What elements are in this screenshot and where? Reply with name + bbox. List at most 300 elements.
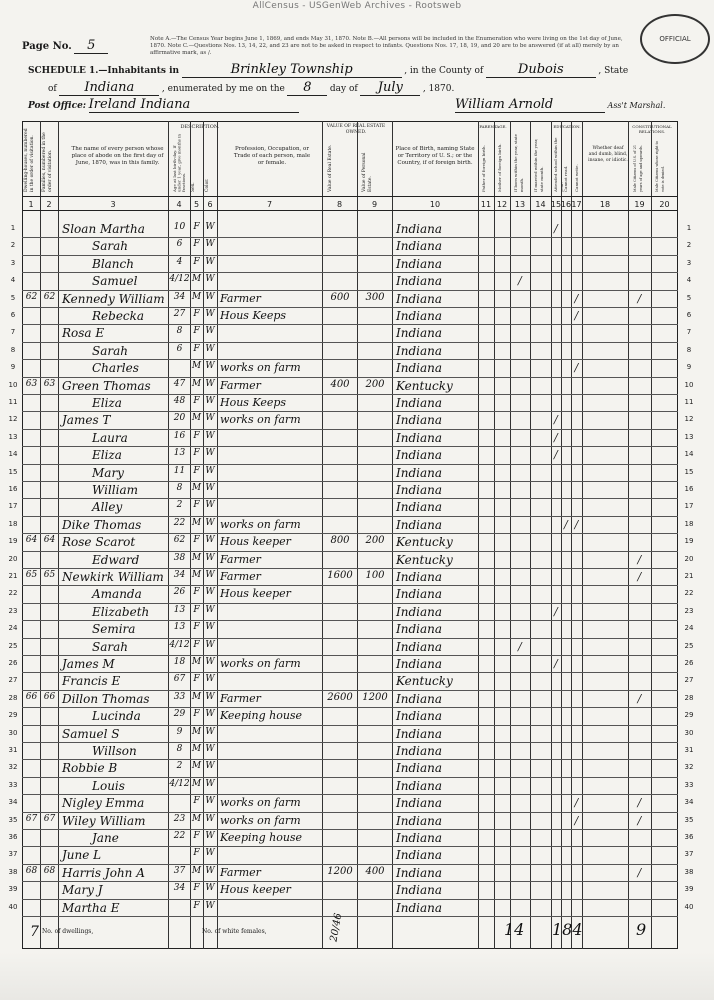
enumerated-label: , enumerated by me on the [161,84,285,94]
column-number: 12 [496,200,508,209]
cell-sex: F [193,639,200,650]
cell-color: W [205,309,215,319]
cell-occupation: Farmer [220,865,261,879]
cell-birthplace: Indiana [396,761,443,776]
row-number-left: 37 [8,850,18,859]
tally-mark: / [574,309,579,322]
header-male-citizens: Male Citizens of U.S. of 21 years of age and upwards. [633,144,643,192]
cell-birthplace: Indiana [396,500,443,515]
row-number-left: 11 [8,398,18,406]
table-footer [22,912,678,948]
row-divider [22,620,678,621]
header-married-month: If married within the year, state month. [533,138,544,192]
header-cannot-write: Cannot write. [574,164,579,192]
cell-name: Rebecka [92,309,145,323]
cell-sex: M [191,361,202,372]
column-number: 7 [266,200,273,209]
cell-age: 8 [176,483,183,493]
cell-sex: F [193,309,200,319]
row-number-left: 25 [8,641,18,650]
row-number-left: 8 [10,345,16,354]
row-number-left: 16 [8,485,18,493]
row-number-left: 28 [8,693,18,702]
cell-birthplace: Kentucky [396,378,453,393]
row-number-right: 35 [684,815,694,824]
cell-birthplace: Indiana [396,883,443,898]
cell-sex: M [191,744,202,754]
cell-name: Wiley William [62,813,146,828]
row-number-left: 34 [8,798,18,807]
cell-dwelling: 68 [25,865,38,876]
cell-family: 64 [43,535,56,546]
row-number-right: 13 [684,432,694,441]
cell-occupation: works on farm [220,361,301,375]
cell-birthplace: Indiana [396,604,443,619]
column-number: 1 [28,200,34,209]
cell-name: Nigley Emma [62,796,145,811]
row-divider [22,655,678,656]
column-divider [478,121,479,949]
cell-birthplace: Indiana [396,848,443,863]
header-color: Color. [205,178,210,192]
cell-color: W [205,761,215,772]
row-number-right: 38 [684,867,694,876]
cell-color: W [205,256,215,267]
cell-age: 33 [173,691,186,702]
cell-name: Martha E [62,900,120,915]
cell-birthplace: Indiana [396,865,443,880]
row-number-right: 19 [684,537,694,546]
cell-age: 2 [176,500,183,511]
cell-color: W [205,343,215,354]
row-number-left: 7 [10,328,16,337]
cell-sex: M [191,483,202,493]
tally-mark: / [564,517,568,531]
cell-sex: F [193,465,200,476]
cell-sex: F [193,900,200,911]
tally-mark: / [518,274,522,288]
cell-name: Eliza [92,396,122,410]
row-divider [22,342,678,343]
row-number-left: 31 [8,746,18,754]
cell-birthplace: Indiana [396,448,443,463]
column-divider [392,121,393,949]
header-age: Age at last birth-day. If under 1 year, give months in fractions. [172,134,186,192]
cell-dwelling: 62 [25,291,38,302]
row-divider [22,603,678,604]
scan-margin [0,952,714,1000]
cell-birthplace: Kentucky [396,674,453,689]
cell-name: William [92,483,139,497]
row-divider [22,777,678,778]
row-number-right: 36 [684,833,694,841]
month-value: July [360,80,420,96]
row-divider [22,255,678,256]
row-number-right: 23 [684,606,694,615]
row-number-left: 9 [10,363,16,372]
tally-mark: / [637,691,642,705]
cell-sex: M [191,726,202,737]
row-number-right: 24 [684,624,694,633]
row-number-right: 14 [684,450,694,459]
column-number: 18 [599,200,611,209]
cell-birthplace: Indiana [396,570,443,584]
cell-color: W [205,865,215,876]
cell-age: 20 [173,413,186,424]
header-school: Attended school within the year. [553,137,564,192]
cell-age: 13 [173,604,186,615]
row-divider [22,394,678,395]
cell-occupation: Hous Keeps [220,309,287,322]
header-parentage: PARENTAGE. [479,124,507,129]
footer-tally-b: 184 [552,920,583,939]
cell-real-estate: 400 [330,378,350,390]
post-office-label: Post Office: [28,101,87,111]
cell-color: W [205,413,215,424]
cell-occupation: works on farm [220,813,301,827]
row-number-right: 20 [684,554,694,563]
cell-dwelling: 67 [25,813,38,824]
row-number-right: 28 [684,693,694,702]
header-deaf-blind: Whether deaf and dumb, blind, insane, or idiotic. [588,146,628,163]
cell-occupation: Farmer [220,378,261,392]
tally-mark: / [574,517,579,531]
cell-sex: M [191,570,202,580]
cell-family: 62 [43,291,56,302]
cell-name: Kennedy William [62,291,165,306]
cell-family: 68 [43,865,56,876]
row-number-right: 22 [684,589,694,598]
cell-name: Eliza [92,448,122,463]
page-number: 5 [74,38,108,54]
cell-dwelling: 65 [25,570,38,580]
row-divider [22,690,678,691]
cell-personal-estate: 300 [365,291,385,303]
column-divider [494,121,495,949]
cell-birthplace: Indiana [396,256,443,271]
cell-occupation: Farmer [220,691,261,705]
cell-age: 11 [173,465,186,476]
tally-mark: / [554,413,558,427]
row-number-right: 29 [684,711,694,720]
row-divider [22,411,678,412]
cell-sex: M [191,691,202,702]
cell-birthplace: Indiana [396,430,443,445]
row-divider [22,707,678,708]
cell-sex: F [193,448,200,459]
row-number-right: 31 [684,746,694,754]
cell-color: W [205,500,215,511]
cell-sex: M [191,761,202,772]
cell-age: 13 [173,448,186,459]
cell-name: Elizabeth [92,604,150,619]
row-number-right: 34 [684,798,694,807]
cell-color: W [205,291,215,302]
cell-sex: M [191,657,202,667]
column-number: 9 [371,200,378,209]
cell-sex: F [193,430,200,441]
cell-occupation: Farmer [220,552,261,566]
cell-family: 65 [43,570,56,580]
cell-name: Semira [92,622,136,637]
header-name: The name of every person whose place of abode on the first day of June, 1870, was in this family. [71,146,164,166]
cell-birthplace: Indiana [396,657,443,671]
column-number: 16 [560,200,572,209]
cell-dwelling: 64 [25,535,38,546]
cell-age: 34 [173,883,186,894]
cell-sex: F [193,396,200,406]
row-number-left: 22 [8,589,18,598]
cell-sex: M [191,552,202,563]
cell-color: W [205,378,215,389]
column-number: 20 [659,200,670,209]
row-divider [22,533,678,534]
cell-age: 67 [173,674,186,685]
cell-personal-estate: 1200 [362,691,388,703]
row-divider [22,759,678,760]
column-number: 4 [176,200,182,209]
cell-family: 66 [43,691,56,702]
row-number-right: 6 [686,311,692,319]
cell-sex: F [193,326,200,337]
cell-name: Rose Scarot [62,535,136,550]
row-number-right: 39 [684,885,694,894]
cell-color: W [205,813,215,824]
cell-name: James T [62,413,111,428]
cell-name: Amanda [92,587,142,602]
cell-name: Dillon Thomas [62,691,150,706]
row-divider [22,516,678,517]
column-divider [58,121,59,949]
tally-mark: / [574,361,579,375]
column-number: 2 [46,200,52,209]
tally-mark: / [637,570,642,583]
cell-birthplace: Indiana [396,465,443,480]
cell-name: Samuel [92,274,138,289]
cell-age: 29 [173,709,186,720]
cell-color: W [205,517,215,528]
cell-name: Blanch [92,256,134,271]
header-description: DESCRIPTION. [180,124,220,130]
tally-mark: / [637,291,642,305]
row-number-left: 21 [8,572,18,580]
cell-name: Robbie B [62,761,118,776]
row-number-right: 12 [684,415,694,424]
cell-sex: F [193,500,200,511]
cell-age: 18 [173,657,186,667]
cell-real-estate: 2600 [327,691,353,703]
cell-color: W [205,883,215,894]
row-divider [22,812,678,813]
header-family: Families, numbered in the order of visitation. [42,132,53,192]
cell-sex: F [193,604,200,615]
row-divider [22,899,678,900]
cell-color: W [205,900,215,911]
page-label: Page No. [22,41,72,52]
cell-name: Mary J [62,883,103,898]
header-birthplace: Place of Birth, naming State or Territory of U. S.; or the Country, if of foreign birth. [395,146,475,166]
row-number-left: 26 [8,659,18,667]
cell-color: W [205,604,215,615]
row-number-left: 36 [8,833,18,841]
row-divider [22,846,678,847]
cell-age: 8 [176,326,183,337]
row-number-left: 30 [8,728,18,737]
cell-age: 27 [173,309,186,319]
header-vote-denied: Male Citizens whose right to vote is denied. [655,140,665,192]
cell-sex: M [191,865,202,876]
cell-birthplace: Indiana [396,343,443,358]
row-number-left: 4 [10,276,16,285]
cell-birthplace: Indiana [396,483,443,497]
row-divider [22,568,678,569]
tally-mark: / [554,657,558,670]
header-cannot-read: Cannot read. [563,165,568,192]
cell-name: Louis [92,778,125,793]
row-divider [22,272,678,273]
cell-sex: F [193,343,200,354]
row-number-left: 18 [8,519,18,528]
column-number: 17 [571,200,582,209]
column-number: 19 [634,200,645,209]
row-number-right: 16 [684,485,694,493]
cell-personal-estate: 400 [365,865,385,877]
cell-sex: F [193,256,200,267]
row-divider [22,742,678,743]
cell-sex: M [191,291,202,302]
cell-name: Laura [92,430,128,445]
header-education: EDUCATION. [553,124,581,129]
header-father-foreign: Father of foreign birth. [481,145,486,192]
cell-color: W [205,831,215,841]
cell-name: Sarah [92,239,128,254]
cell-sex: F [193,796,200,807]
row-number-left: 17 [8,502,18,511]
tally-mark: / [554,430,558,444]
row-number-left: 32 [8,763,18,772]
cell-birthplace: Indiana [396,639,443,654]
column-number: 10 [429,200,441,209]
column-divider [217,121,218,949]
cell-birthplace: Indiana [396,326,443,341]
tally-mark: / [637,813,642,827]
county-value: Dubois [486,62,596,78]
row-divider [22,585,678,586]
cell-age: 23 [173,813,186,824]
row-number-left: 14 [8,450,18,459]
footer-white-label: No. of white females, [202,928,267,935]
cell-birthplace: Indiana [396,587,443,602]
row-number-left: 19 [8,537,18,546]
cell-birthplace: Indiana [396,517,443,532]
cell-age: 34 [173,291,186,302]
cell-name: June L [62,848,102,863]
column-number: 14 [535,200,546,209]
cell-occupation: works on farm [220,413,301,427]
row-divider [22,481,678,482]
cell-sex: F [193,709,200,720]
cell-age: 4 [176,256,183,267]
row-number-left: 12 [8,415,18,424]
column-divider [561,121,562,949]
cell-color: W [205,222,215,232]
cell-name: Alley [92,500,123,515]
cell-personal-estate: 100 [365,570,385,581]
column-divider [510,121,511,949]
cell-occupation: works on farm [220,796,301,810]
header-divider [22,196,678,197]
cell-birthplace: Indiana [396,309,443,323]
cell-color: W [205,465,215,476]
cell-birthplace: Indiana [396,796,443,811]
footer-totals-note: 20/46 [328,912,345,943]
cell-birthplace: Indiana [396,239,443,254]
column-number: 13 [514,200,526,209]
row-number-left: 5 [10,293,16,302]
cell-birthplace: Indiana [396,778,443,793]
row-number-right: 17 [684,502,694,511]
row-divider [22,829,678,830]
cell-birthplace: Indiana [396,691,443,706]
cell-name: Rosa E [62,326,105,341]
footer-tally-a: 14 [504,920,525,939]
cell-age: 10 [173,222,186,232]
state-value: Indiana [59,80,159,96]
tally-mark: / [518,639,522,653]
row-divider [22,307,678,308]
row-number-right: 21 [684,572,694,580]
row-number-right: 26 [684,659,694,667]
cell-age: 22 [173,831,186,841]
cell-color: W [205,709,215,720]
cell-sex: F [193,222,200,232]
cell-sex: F [193,535,200,546]
row-number-left: 13 [8,432,18,441]
cell-birthplace: Indiana [396,274,443,289]
header-personal-estate: Value of Personal Estate. [362,152,373,192]
row-number-left: 15 [8,467,18,476]
cell-real-estate: 600 [330,291,350,303]
column-number: 11 [480,200,492,209]
row-number-left: 1 [10,224,16,232]
cell-color: W [205,535,215,546]
header-dwelling: Dwelling-houses, numbered in the order of visitation. [24,128,35,192]
cell-real-estate: 1600 [327,570,353,581]
header-mother-foreign: Mother of foreign birth. [497,143,502,192]
row-number-right: 2 [686,241,692,250]
cell-occupation: Keeping house [220,831,303,844]
row-number-right: 15 [684,467,694,476]
of-label: of [48,84,57,94]
cell-occupation: works on farm [220,657,301,670]
row-divider [22,290,678,291]
cell-name: Sarah [92,343,128,358]
cell-color: W [205,430,215,441]
watermark: AllCensus - USGenWeb Archives - Rootsweb [252,1,462,11]
column-number: 6 [207,200,213,209]
cell-name: Lucinda [92,709,141,724]
column-divider [582,121,583,949]
cell-occupation: Hous keeper [220,535,291,549]
cell-birthplace: Kentucky [396,552,453,567]
state-label: , State [598,66,629,76]
cell-age: 8 [176,744,183,754]
cell-color: W [205,744,215,754]
tally-mark: / [637,552,642,566]
cell-sex: M [191,778,202,789]
cell-occupation: Hous keeper [220,587,291,601]
cell-color: W [205,361,215,372]
